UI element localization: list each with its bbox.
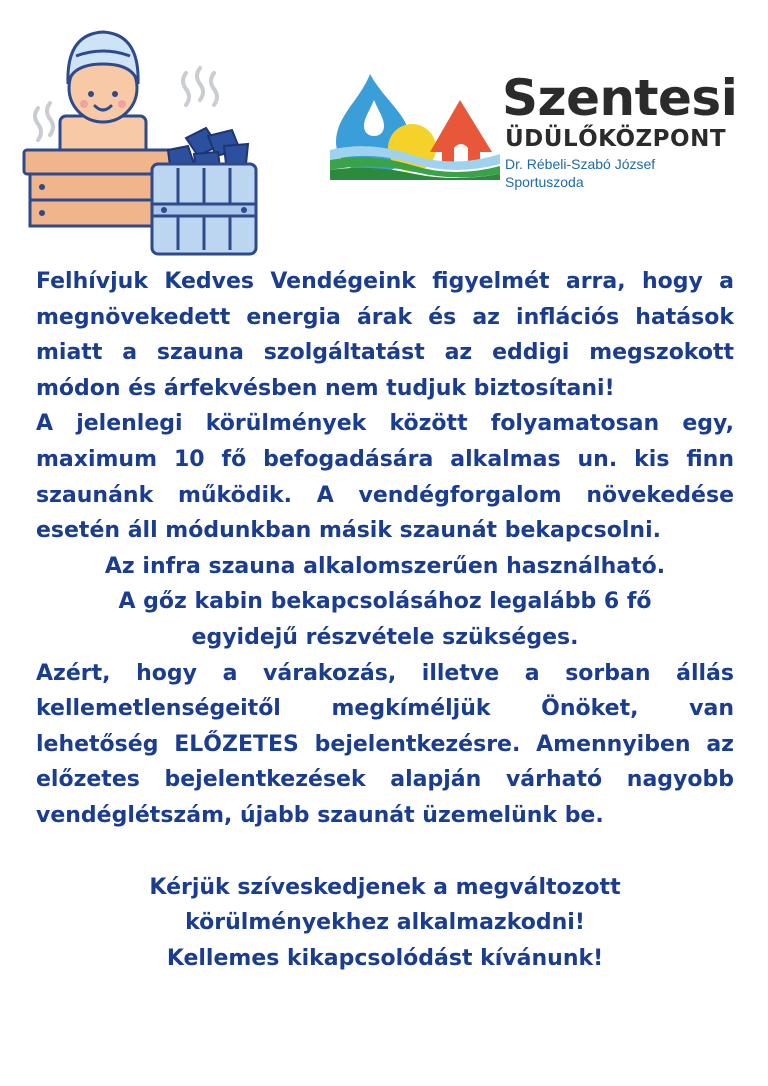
logo-tagline: Dr. Rébeli-Szabó József Sportuszoda bbox=[505, 156, 656, 190]
sauna-illustration bbox=[18, 18, 268, 258]
notice-paragraph-steam-cabin: A gőz kabin bekapcsolásához legalább 6 fő egyidejű részvétele szükséges. bbox=[118, 589, 652, 650]
notice-paragraph-booking: Azért, hogy a várakozás, illetve a sorban állás kellemetlenségeitől megkíméljük Önöket, van lehetőség ELŐZETES bejelentkezésre. Amennyiben az előzetes bejelentkezések alapján várható nagyobb vendéglétszám, újabb szaunát üzemelünk be. bbox=[36, 660, 734, 828]
resort-logo-icon bbox=[330, 70, 500, 180]
logo-subtitle: ÜDÜLŐKÖZPONT bbox=[505, 126, 727, 152]
notice-closing-request: Kérjük szíveskedjenek a megváltozott körülményekhez alkalmazkodni! bbox=[149, 874, 621, 936]
notice-closing-wish: Kellemes kikapcsolódást kívánunk! bbox=[166, 945, 604, 971]
spacer bbox=[36, 834, 734, 870]
notice-paragraph-infra-sauna: Az infra szauna alkalomszerűen használható. bbox=[104, 553, 666, 579]
notice-body bbox=[36, 264, 734, 976]
logo-title: Szentesi bbox=[502, 69, 738, 127]
notice-paragraph-intro: Felhívjuk Kedves Vendégeink figyelmét arra, hogy a megnövekedett energia árak és az inflációs hatások miatt a szauna szolgáltatást az eddigi megszokott módon és árfekvésben nem tudjuk biztosítani! bbox=[36, 269, 734, 401]
notice-paragraph-finnish-sauna: A jelenlegi körülmények között folyamatosan egy, maximum 10 fő befogadására alkalmas un. kis finn szaunánk működik. A vendégforgalom növekedése esetén áll módunkban másik szaunát bekapcsolni. bbox=[36, 411, 734, 544]
sauna-person-icon bbox=[18, 18, 268, 258]
resort-logo bbox=[330, 69, 738, 190]
